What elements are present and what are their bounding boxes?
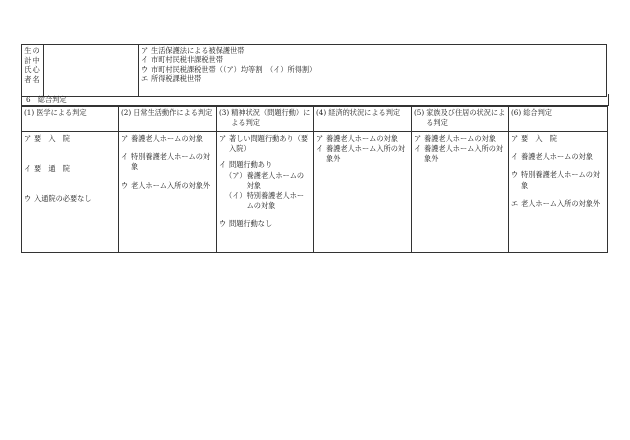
header-medical: (1) 医学による判定 <box>22 107 119 132</box>
option-e[interactable]: エ 所得税課税世帯 <box>141 73 202 83</box>
economic-option-a[interactable]: ア 養護老人ホームの対象 <box>316 134 398 143</box>
section-title: 6 総合判定 <box>21 94 609 106</box>
medical-option-i[interactable]: イ 要 通 院 <box>24 164 70 174</box>
family-option-i[interactable]: イ 養護老人ホーム入所の対象外 <box>414 144 504 164</box>
header-mental: (3) 精神状況（問題行動）による判定 <box>217 107 314 132</box>
header-daily-living: (2) 日常生活動作による判定 <box>119 107 217 132</box>
column-economic <box>314 132 412 253</box>
mental-option-i[interactable]: イ 問題行動あり <box>219 160 273 170</box>
medical-option-u[interactable]: ウ 入通院の必要なし <box>24 194 92 204</box>
overall-option-a[interactable]: ア 要 入 院 <box>511 134 557 143</box>
mental-suboption-i[interactable]: （イ） 特別養護老人ホームの対象 <box>225 191 305 211</box>
column-family-housing <box>412 132 509 253</box>
header-family-housing: (5) 家族及び住居の状況による判定 <box>412 107 509 132</box>
mental-option-a[interactable]: ア 著しい問題行動あり（要入院） <box>219 134 309 154</box>
daily-option-u[interactable]: ウ 老人ホーム入所の対象外 <box>121 180 211 190</box>
livelihood-center-label: 生の計中氏心者名 <box>22 45 44 97</box>
daily-option-a[interactable]: ア 養護老人ホームの対象 <box>121 134 203 143</box>
daily-option-i[interactable]: イ 特別養護老人ホームの対象 <box>121 152 211 172</box>
option-u[interactable]: ウ 市町村民税課税世帯（（ア）均等割 （イ）所得割） <box>141 64 317 74</box>
header-economic: (4) 経済的状況による判定 <box>314 107 412 132</box>
medical-option-a[interactable]: ア 要 入 院 <box>24 134 70 143</box>
economic-option-i[interactable]: イ 養護老人ホーム入所の対象外 <box>316 144 406 164</box>
column-medical <box>22 132 119 253</box>
judgment-table <box>21 106 608 253</box>
mental-option-u[interactable]: ウ 問題行動なし <box>219 219 273 229</box>
overall-option-e[interactable]: エ 老人ホーム入所の対象外 <box>511 198 601 208</box>
overall-option-i[interactable]: イ 養護老人ホームの対象 <box>511 152 593 162</box>
name-field[interactable] <box>44 45 139 97</box>
overall-option-u[interactable]: ウ 特別養護老人ホームの対象 <box>511 170 601 190</box>
family-option-a[interactable]: ア 養護老人ホームの対象 <box>414 134 496 143</box>
household-type-options <box>139 45 607 97</box>
household-table <box>21 44 607 97</box>
header-overall: (6) 総合判定 <box>509 107 608 132</box>
column-daily-living <box>119 132 217 253</box>
option-a[interactable]: ア 生活保護法による被保護世帯 <box>141 46 245 55</box>
column-mental <box>217 132 314 253</box>
option-i[interactable]: イ 市町村民税非課税世帯 <box>141 55 223 65</box>
column-overall <box>509 132 608 253</box>
mental-suboption-a[interactable]: （ア） 養護老人ホームの対象 <box>225 170 305 190</box>
